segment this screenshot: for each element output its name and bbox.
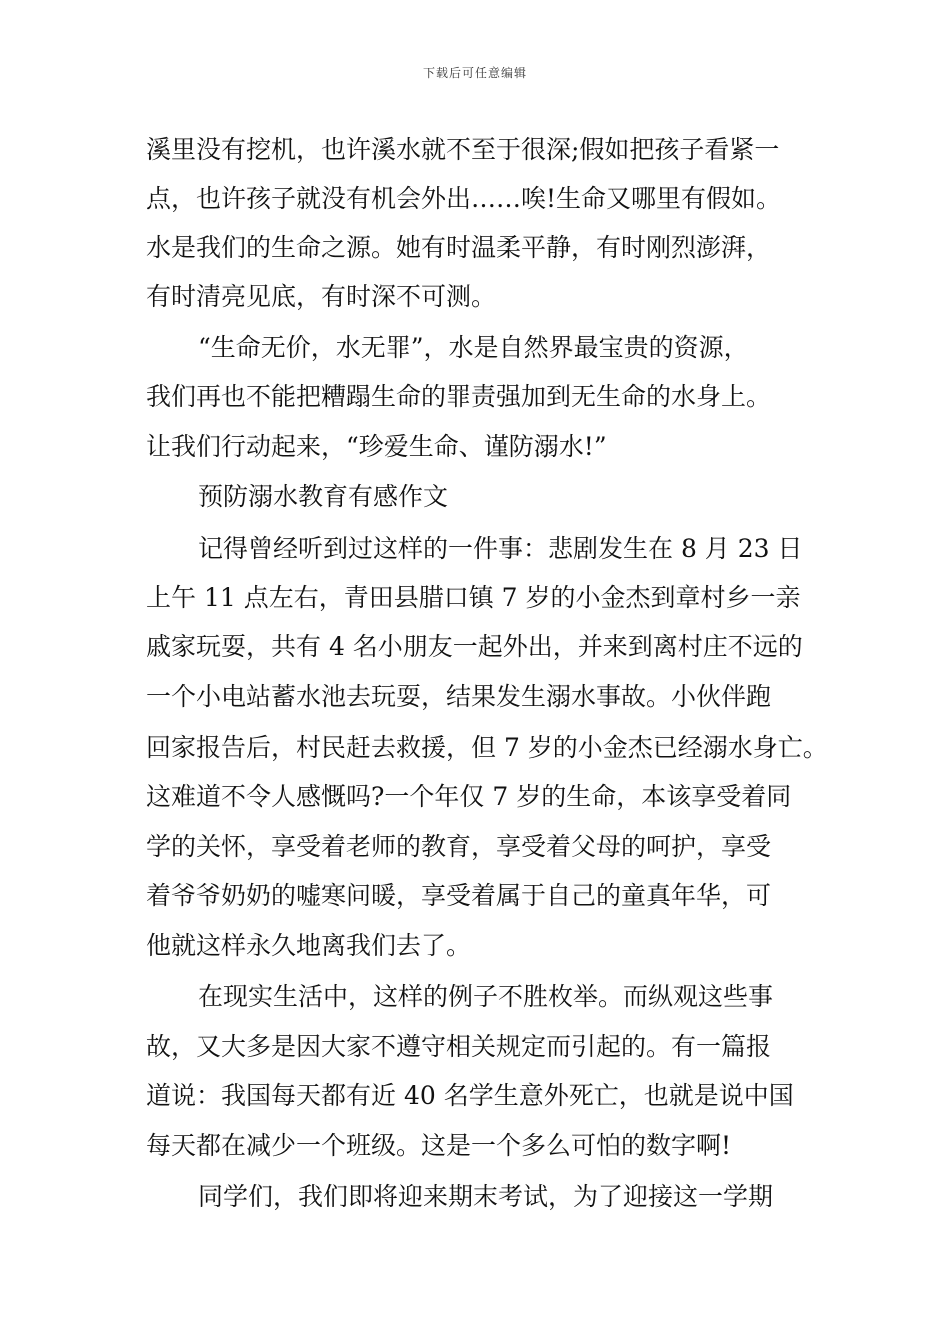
text-line: 点，也许孩子就没有机会外出……唉!生命又哪里有假如。 — [146, 184, 782, 213]
text-line: 记得曾经听到过这样的一件事：悲剧发生在 8 月 23 日 — [198, 534, 803, 563]
text-line: 同学们，我们即将迎来期末考试，为了迎接这一学期 — [198, 1182, 774, 1211]
text-line: 有时清亮见底，有时深不可测。 — [146, 282, 497, 311]
text-line: 每天都在减少一个班级。这是一个多么可怕的数字啊! — [146, 1131, 732, 1160]
text-line: 让我们行动起来，“珍爱生命、谨防溺水!” — [146, 432, 607, 461]
text-line: 上午 11 点左右，青田县腊口镇 7 岁的小金杰到章村乡一亲 — [146, 583, 801, 612]
text-line: 故，又大多是因大家不遵守相关规定而引起的。有一篇报 — [146, 1032, 772, 1061]
text-line: 在现实生活中，这样的例子不胜枚举。而纵观这些事 — [198, 982, 774, 1011]
text-line: 他就这样永久地离我们去了。 — [146, 931, 472, 960]
text-line: 我们再也不能把糟蹋生命的罪责强加到无生命的水身上。 — [146, 382, 772, 411]
text-line: “生命无价，水无罪”，水是自然界最宝贵的资源， — [198, 333, 749, 362]
text-line: 这难道不令人感慨吗?一个年仅 7 岁的生命，本该享受着同 — [146, 782, 792, 811]
text-line: 着爷爷奶奶的嘘寒问暖，享受着属于自己的童真年华，可 — [146, 881, 772, 910]
text-line: 水是我们的生命之源。她有时温柔平静，有时刚烈澎湃， — [146, 233, 772, 262]
text-line: 道说：我国每天都有近 40 名学生意外死亡，也就是说中国 — [146, 1081, 794, 1110]
text-line: 学的关怀，享受着老师的教育，享受着父母的呵护，享受 — [146, 832, 772, 861]
text-line: 回家报告后，村民赶去救援，但 7 岁的小金杰已经溺水身亡。 — [146, 733, 828, 762]
text-line: 戚家玩耍，共有 4 名小朋友一起外出，并来到离村庄不远的 — [146, 632, 803, 661]
text-line: 一个小电站蓄水池去玩耍，结果发生溺水事故。小伙伴跑 — [146, 682, 772, 711]
section-title: 预防溺水教育有感作文 — [198, 482, 449, 511]
text-line: 溪里没有挖机，也许溪水就不至于很深;假如把孩子看紧一 — [146, 135, 780, 164]
page-header: 下载后可任意编辑 — [422, 66, 527, 80]
